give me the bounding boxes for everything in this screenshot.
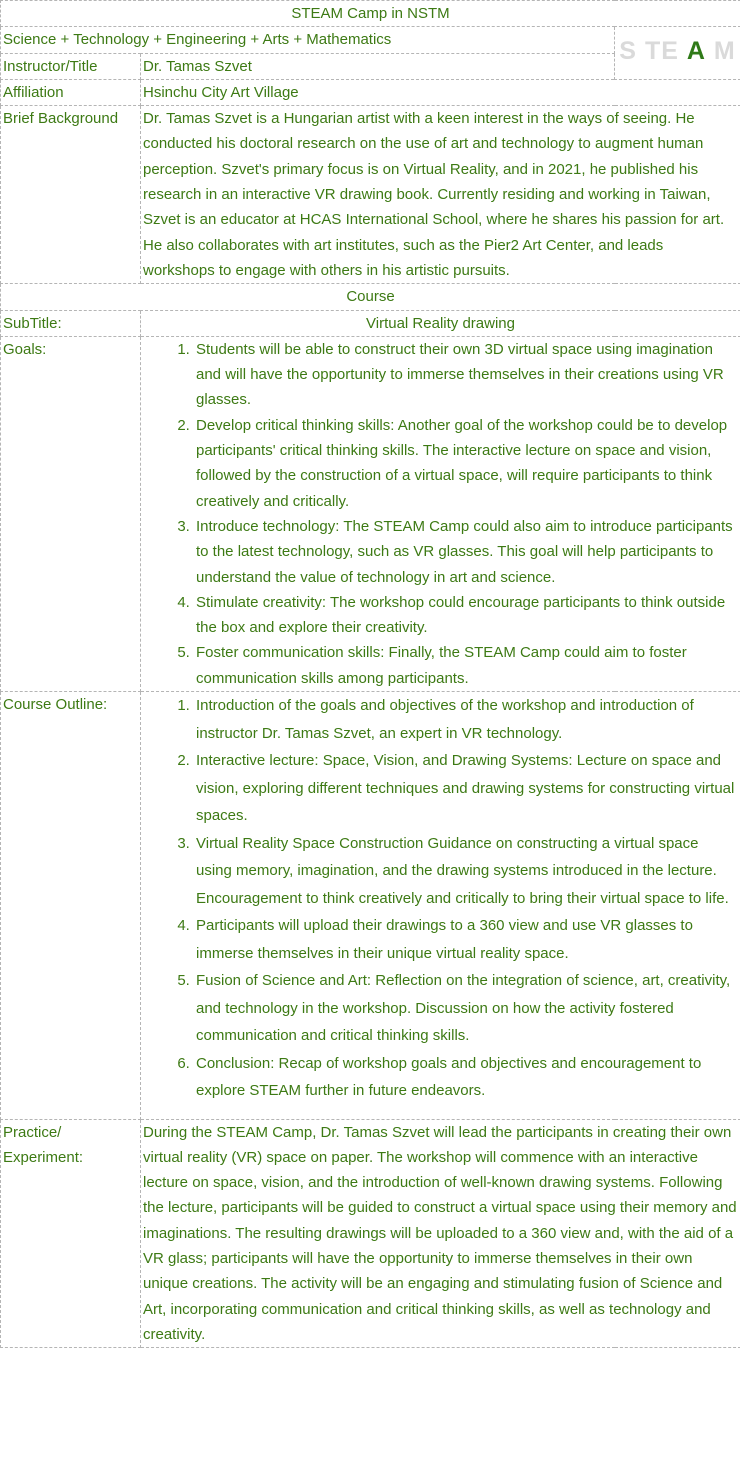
title-row bbox=[1, 1, 740, 27]
steam-logo bbox=[619, 37, 735, 65]
steam-logo-cell bbox=[615, 27, 740, 80]
logo-letter-m: M bbox=[713, 36, 736, 65]
affiliation-value: Hsinchu City Art Village bbox=[141, 79, 740, 105]
document-title: STEAM Camp in NSTM bbox=[1, 1, 740, 27]
course-header: Course bbox=[1, 284, 740, 310]
logo-letter-a: A bbox=[686, 36, 706, 65]
instructor-label: Instructor/Title bbox=[1, 53, 141, 79]
steam-banner: Science + Technology + Engineering + Arts + Mathematics bbox=[1, 27, 615, 53]
outline-list bbox=[143, 692, 738, 1105]
subtitle-value: Virtual Reality drawing bbox=[141, 310, 740, 336]
list-item: 3. Introduce technology: The STEAM Camp could also aim to introduce participants to the latest technology, such as VR glasses. This goal will help participants to understand the value of technology in art and science. bbox=[194, 514, 738, 590]
list-item: 1. Students will be able to construct their own 3D virtual space using imagination and will have the opportunity to immerse themselves in their creations using VR glasses. bbox=[194, 337, 738, 413]
list-item: 2. Develop critical thinking skills: Another goal of the workshop could be to develop participants' critical thinking skills. The interactive lecture on space and vision, followed by the construction of a virtual space, will require participants to think creatively and critically. bbox=[194, 413, 738, 514]
outline-cell bbox=[141, 692, 740, 1120]
goals-label: Goals: bbox=[1, 336, 141, 691]
affiliation-label: Affiliation bbox=[1, 79, 141, 105]
logo-letter-s: S bbox=[619, 36, 637, 65]
practice-text: During the STEAM Camp, Dr. Tamas Szvet will lead the participants in creating their own virtual reality (VR) space on paper. The workshop will commence with an interactive lecture on space, vision, and the introduction of well-known drawing systems. Following the lecture, participants will be guided to construct a virtual space using their memory and imaginations. The resulting drawings will be uploaded to a 360 view and, with the aid of a VR glass; participants will have the opportunity to immerse themselves in their own unique creations. The activity will be an engaging and stimulating fusion of Science and Art, incorporating communication and critical thinking skills, as well as technology and creativity. bbox=[141, 1119, 740, 1348]
list-item: 2. Interactive lecture: Space, Vision, and Drawing Systems: Lecture on space and vision, exploring different techniques and drawing systems for constructing virtual spaces. bbox=[194, 747, 738, 830]
list-item: 5. Fusion of Science and Art: Reflection on the integration of science, art, creativity, and technology in the workshop. Discussion on how the activity fostered communication and critical thinking skills. bbox=[194, 967, 738, 1050]
background-label: Brief Background bbox=[1, 106, 141, 284]
goals-row bbox=[1, 336, 740, 691]
background-row bbox=[1, 106, 740, 284]
banner-row bbox=[1, 27, 740, 53]
list-item: 1. Introduction of the goals and objectives of the workshop and introduction of instructor Dr. Tamas Szvet, an expert in VR technology. bbox=[194, 692, 738, 747]
subtitle-label: SubTitle: bbox=[1, 310, 141, 336]
course-header-row bbox=[1, 284, 740, 310]
list-item: 3. Virtual Reality Space Construction Guidance on constructing a virtual space using memory, imagination, and the drawing systems introduced in the lecture. Encouragement to think creatively and critically to bring their virtual space to life. bbox=[194, 830, 738, 913]
practice-label bbox=[1, 1119, 141, 1348]
list-item: 6. Conclusion: Recap of workshop goals and objectives and encouragement to explore STEAM further in future endeavors. bbox=[194, 1050, 738, 1105]
affiliation-row bbox=[1, 79, 740, 105]
practice-label-line2: Experiment: bbox=[3, 1148, 84, 1166]
subtitle-row bbox=[1, 310, 740, 336]
instructor-value: Dr. Tamas Szvet bbox=[141, 53, 615, 79]
outline-row bbox=[1, 692, 740, 1120]
outline-label: Course Outline: bbox=[1, 692, 141, 1120]
list-item: 5. Foster communication skills: Finally, the STEAM Camp could aim to foster communication skills among participants. bbox=[194, 640, 738, 691]
outline-spacer bbox=[143, 1105, 738, 1119]
list-item: 4. Stimulate creativity: The workshop could encourage participants to think outside the box and explore their creativity. bbox=[194, 590, 738, 641]
goals-cell bbox=[141, 336, 740, 691]
practice-label-line1: Practice/ bbox=[3, 1123, 62, 1141]
background-text: Dr. Tamas Szvet is a Hungarian artist with a keen interest in the ways of seeing. He conducted his doctoral research on the use of art and technology to augment human perception. Szvet's primary focus is on Virtual Reality, and in 2021, he published his research in an interactive VR drawing book. Currently residing and working in Taiwan, Szvet is an educator at HCAS International School, where he shares his passion for art. He also collaborates with art institutes, such as the Pier2 Art Center, and leads workshops to engage with others in his artistic pursuits. bbox=[141, 106, 740, 284]
goals-list bbox=[143, 337, 738, 691]
practice-row bbox=[1, 1119, 740, 1348]
list-item: 4. Participants will upload their drawings to a 360 view and use VR glasses to immerse themselves in their unique virtual reality space. bbox=[194, 912, 738, 967]
logo-letters-te: TE bbox=[644, 36, 679, 65]
